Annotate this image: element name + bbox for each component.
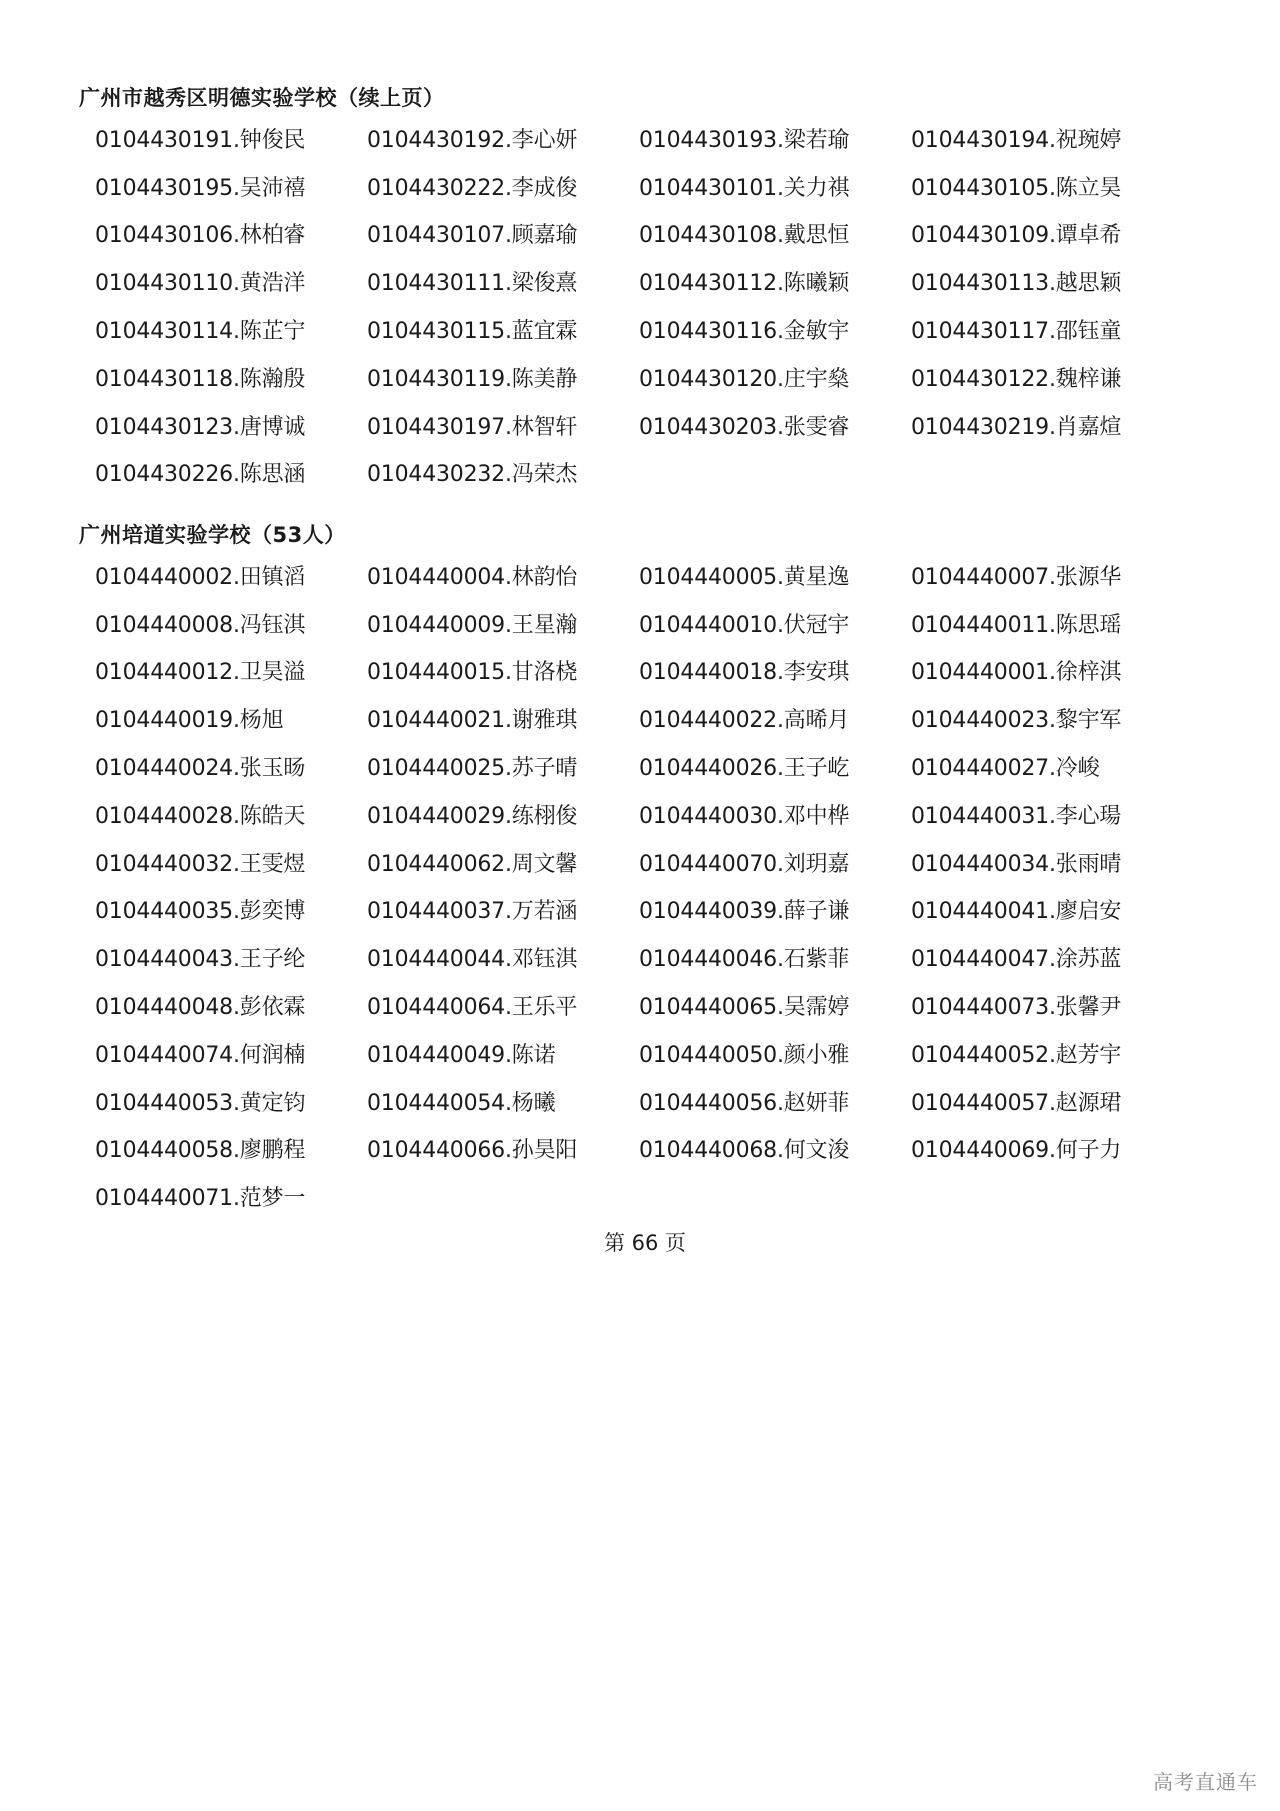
- student-entry: 0104430112.陈曦颖: [639, 271, 850, 297]
- list-row: [95, 697, 1215, 745]
- student-entry: 0104440002.田镇滔: [95, 564, 306, 590]
- student-entry: 0104430106.林柏睿: [95, 223, 306, 249]
- list-row: [95, 1032, 1215, 1080]
- student-entry: 0104440065.吴霈婷: [639, 995, 850, 1021]
- student-entry: 0104440043.王子纶: [95, 947, 306, 973]
- student-entry: 0104430193.梁若瑜: [639, 127, 850, 153]
- student-entry: 0104440022.高晞月: [639, 708, 850, 734]
- section-title-peidao: 广州培道实验学校（53人）: [79, 523, 346, 547]
- student-entry: 0104440048.彭依霖: [95, 995, 306, 1021]
- student-entry: 0104430197.林智轩: [367, 414, 578, 440]
- student-entry: 0104440032.王雯煜: [95, 851, 306, 877]
- list-row: [95, 602, 1215, 650]
- student-entry: 0104430115.蓝宜霖: [367, 319, 578, 345]
- list-row: [95, 452, 1215, 500]
- student-entry: 0104440005.黄星逸: [639, 564, 850, 590]
- student-entry: 0104440001.徐梓淇: [911, 660, 1122, 686]
- student-list-peidao: [95, 554, 1215, 1223]
- list-row: [95, 165, 1215, 213]
- student-entry: 0104440041.廖启安: [911, 899, 1122, 925]
- list-row: [95, 1080, 1215, 1128]
- page-number: 第 66 页: [603, 1231, 687, 1255]
- student-entry: 0104440071.范梦一: [95, 1186, 306, 1212]
- student-entry: 0104430194.祝琬婷: [911, 127, 1122, 153]
- student-entry: 0104430232.冯荣杰: [367, 462, 578, 488]
- list-row: [95, 1128, 1215, 1176]
- student-entry: 0104440054.杨曦: [367, 1090, 556, 1116]
- student-entry: 0104440015.甘洛桡: [367, 660, 578, 686]
- list-row: [95, 841, 1215, 889]
- student-entry: 0104440034.张雨晴: [911, 851, 1122, 877]
- student-entry: 0104440046.石紫菲: [639, 947, 850, 973]
- list-row: [95, 356, 1215, 404]
- student-entry: 0104430114.陈芷宁: [95, 319, 306, 345]
- student-entry: 0104440019.杨旭: [95, 708, 284, 734]
- student-entry: 0104440050.颜小雅: [639, 1042, 850, 1068]
- student-entry: 0104430118.陈瀚殷: [95, 366, 306, 392]
- student-entry: 0104440057.赵源珺: [911, 1090, 1122, 1116]
- student-entry: 0104440035.彭奕博: [95, 899, 306, 925]
- student-entry: 0104440023.黎宇军: [911, 708, 1122, 734]
- student-entry: 0104430192.李心妍: [367, 127, 578, 153]
- student-entry: 0104440026.王子屹: [639, 756, 850, 782]
- student-entry: 0104430222.李成俊: [367, 175, 578, 201]
- student-entry: 0104430108.戴思恒: [639, 223, 850, 249]
- list-row: [95, 793, 1215, 841]
- student-entry: 0104430105.陈立昊: [911, 175, 1122, 201]
- student-entry: 0104430203.张雯睿: [639, 414, 850, 440]
- list-row: [95, 1175, 1215, 1223]
- student-entry: 0104440039.薛子谦: [639, 899, 850, 925]
- student-entry: 0104430219.肖嘉煊: [911, 414, 1122, 440]
- list-row: [95, 889, 1215, 937]
- student-entry: 0104440070.刘玥嘉: [639, 851, 850, 877]
- student-entry: 0104430226.陈思涵: [95, 462, 306, 488]
- student-entry: 0104440007.张源华: [911, 564, 1122, 590]
- student-entry: 0104440025.苏子晴: [367, 756, 578, 782]
- student-entry: 0104440069.何子力: [911, 1138, 1122, 1164]
- student-entry: 0104440030.邓中桦: [639, 803, 850, 829]
- student-entry: 0104430116.金敏宇: [639, 319, 850, 345]
- student-entry: 0104430120.庄宇燊: [639, 366, 850, 392]
- student-entry: 0104440009.王星瀚: [367, 612, 578, 638]
- student-entry: 0104430117.邵钰童: [911, 319, 1122, 345]
- list-row: [95, 936, 1215, 984]
- student-entry: 0104430113.越思颖: [911, 271, 1122, 297]
- student-entry: 0104440062.周文馨: [367, 851, 578, 877]
- student-entry: 0104440029.练栩俊: [367, 803, 578, 829]
- student-entry: 0104440012.卫昊溢: [95, 660, 306, 686]
- student-entry: 0104430191.钟俊民: [95, 127, 306, 153]
- student-entry: 0104430123.唐博诚: [95, 414, 306, 440]
- student-entry: 0104440064.王乐平: [367, 995, 578, 1021]
- student-entry: 0104440073.张馨尹: [911, 995, 1122, 1021]
- list-row: [95, 117, 1215, 165]
- student-entry: 0104440024.张玉旸: [95, 756, 306, 782]
- student-entry: 0104440004.林韵怡: [367, 564, 578, 590]
- student-entry: 0104440047.涂苏蓝: [911, 947, 1122, 973]
- list-row: [95, 650, 1215, 698]
- student-entry: 0104440021.谢雅琪: [367, 708, 578, 734]
- student-entry: 0104440066.孙昊阳: [367, 1138, 578, 1164]
- student-entry: 0104430111.梁俊熹: [367, 271, 578, 297]
- student-entry: 0104440044.邓钰淇: [367, 947, 578, 973]
- student-entry: 0104440027.冷峻: [911, 756, 1100, 782]
- student-entry: 0104440049.陈诺: [367, 1042, 556, 1068]
- student-entry: 0104440053.黄定钧: [95, 1090, 306, 1116]
- student-entry: 0104430110.黄浩洋: [95, 271, 306, 297]
- student-entry: 0104440058.廖鹏程: [95, 1138, 306, 1164]
- student-entry: 0104440037.万若涵: [367, 899, 578, 925]
- watermark-text: 高考直通车: [1153, 1770, 1258, 1794]
- student-entry: 0104440011.陈思瑶: [911, 612, 1122, 638]
- student-entry: 0104440008.冯钰淇: [95, 612, 306, 638]
- student-entry: 0104440018.李安琪: [639, 660, 850, 686]
- student-entry: 0104440056.赵妍菲: [639, 1090, 850, 1116]
- student-entry: 0104430195.吴沛禧: [95, 175, 306, 201]
- student-list-mingde: [95, 117, 1215, 499]
- list-row: [95, 745, 1215, 793]
- list-row: [95, 260, 1215, 308]
- student-entry: 0104430122.魏梓谦: [911, 366, 1122, 392]
- student-entry: 0104430107.顾嘉瑜: [367, 223, 578, 249]
- student-entry: 0104440031.李心瑒: [911, 803, 1122, 829]
- student-entry: 0104440074.何润楠: [95, 1042, 306, 1068]
- student-entry: 0104430101.关力祺: [639, 175, 850, 201]
- student-entry: 0104430119.陈美静: [367, 366, 578, 392]
- student-entry: 0104440052.赵芳宇: [911, 1042, 1122, 1068]
- list-row: [95, 984, 1215, 1032]
- list-row: [95, 554, 1215, 602]
- student-entry: 0104440068.何文浚: [639, 1138, 850, 1164]
- section-title-mingde: 广州市越秀区明德实验学校（续上页）: [79, 86, 445, 110]
- list-row: [95, 404, 1215, 452]
- student-entry: 0104440010.伏冠宇: [639, 612, 850, 638]
- list-row: [95, 308, 1215, 356]
- student-entry: 0104440028.陈皓天: [95, 803, 306, 829]
- list-row: [95, 213, 1215, 261]
- student-entry: 0104430109.谭卓希: [911, 223, 1122, 249]
